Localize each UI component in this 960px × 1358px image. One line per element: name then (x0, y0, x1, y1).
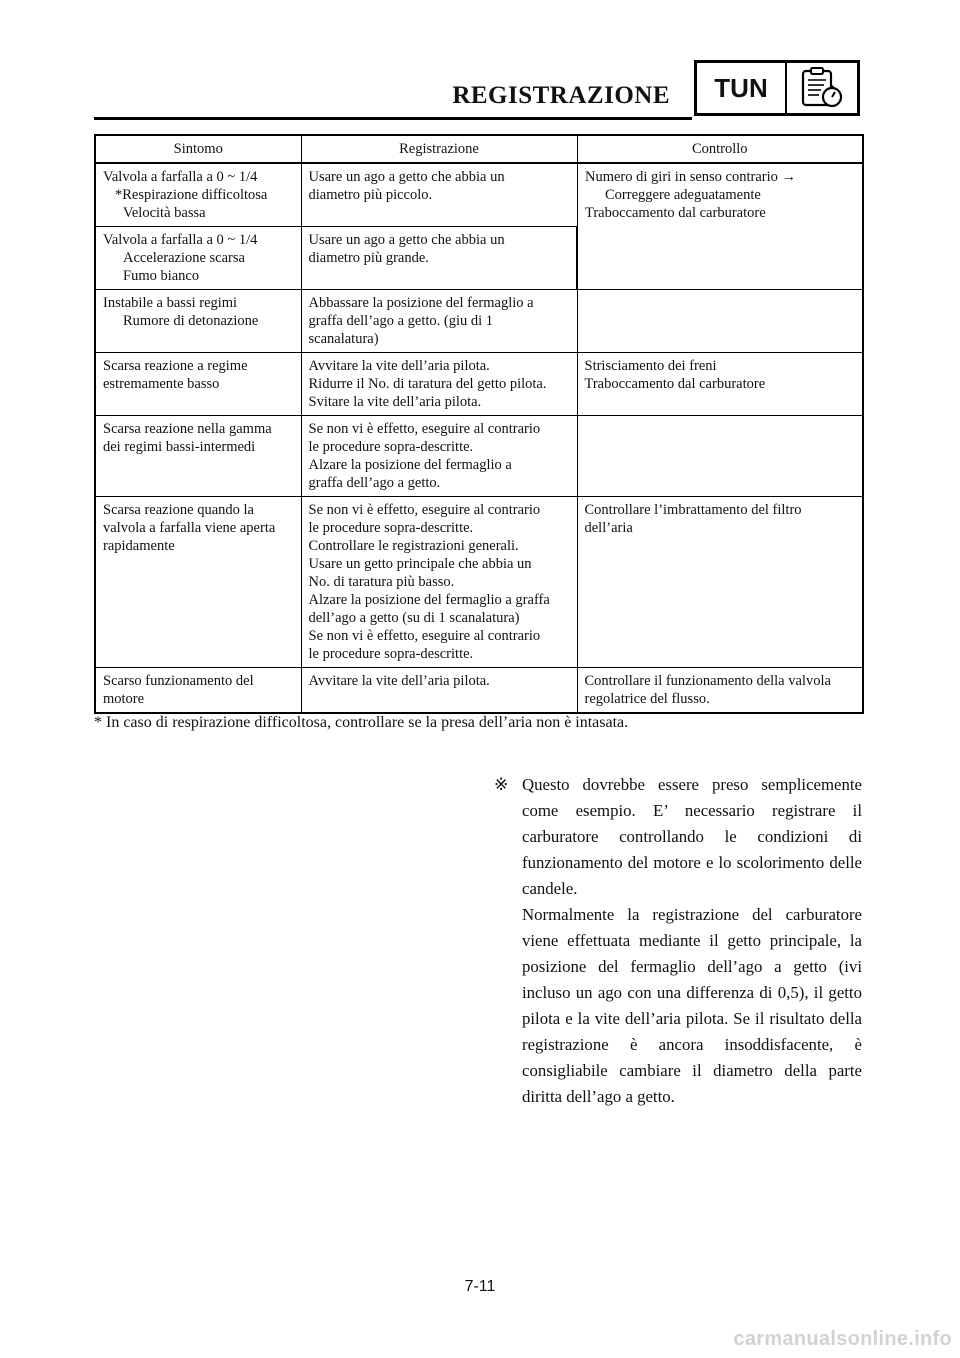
registrazione-cell (301, 668, 577, 714)
registrazione-cell (301, 353, 577, 416)
reference-mark: ※ (494, 775, 509, 795)
cell-line: Rumore di detonazione (123, 313, 259, 329)
cell-line: rapidamente (103, 538, 175, 554)
cell-line: valvola a farfalla viene aperta (103, 520, 276, 536)
registrazione-cell (301, 163, 577, 227)
sintomo-cell (95, 227, 301, 290)
cell-line: Avvitare la vite dell’aria pilota. (308, 673, 490, 689)
cell-line: Scarsa reazione quando la (103, 502, 254, 518)
cell-line: Fumo bianco (123, 268, 200, 284)
cell-line: Se non vi è effetto, eseguire al contrario (308, 628, 541, 644)
cell-line: Usare un getto principale che abbia un (308, 556, 532, 572)
section-code: TUN (697, 63, 787, 113)
controllo-cell (577, 497, 863, 668)
cell-line: Alzare la posizione del fermaglio a (308, 457, 512, 473)
cell-line: motore (103, 691, 145, 707)
page-title: REGISTRAZIONE (452, 82, 670, 109)
table-row (95, 497, 863, 668)
column-header: Controllo (577, 135, 863, 163)
cell-line: graffa dell’ago a getto. (308, 475, 441, 491)
cell-line: Controllare l’imbrattamento del filtro (584, 502, 802, 518)
cell-line: Scarso funzionamento del (103, 673, 254, 689)
cell-line: Se non vi è effetto, eseguire al contrario (308, 502, 541, 518)
tuning-clipboard-stopwatch-icon (787, 63, 857, 113)
cell-line: Usare un ago a getto che abbia un (308, 232, 505, 248)
cell-line: No. di taratura più basso. (308, 574, 455, 590)
cell-line: regolatrice del flusso. (584, 691, 710, 707)
sintomo-cell (95, 353, 301, 416)
note-paragraph: Questo dovrebbe essere preso semplicemente come esempio. E’ necessario registrare il carburatore controllando le condizioni di funzionamento del motore e lo scolorimento delle candele. (522, 775, 862, 898)
watermark: carmanualsonline.info (733, 1328, 952, 1350)
table-row (95, 290, 863, 353)
header-rule (94, 117, 692, 120)
cell-line: Se non vi è effetto, eseguire al contrario (308, 421, 541, 437)
table-header-row (95, 135, 863, 163)
controllo-cell (577, 290, 863, 353)
cell-line: diametro più grande. (308, 250, 429, 266)
cell-line: dei regimi bassi-intermedi (103, 439, 256, 455)
sintomo-cell (95, 416, 301, 497)
cell-line: Controllare le registrazioni generali. (308, 538, 519, 554)
cell-line: graffa dell’ago a getto. (giu di 1 (308, 313, 494, 329)
cell-line: Instabile a bassi regimi (103, 295, 238, 311)
column-header: Sintomo (95, 135, 301, 163)
registrazione-cell (301, 416, 577, 497)
cell-line: Abbassare la posizione del fermaglio a (308, 295, 534, 311)
cell-line: Avvitare la vite dell’aria pilota. (308, 358, 490, 374)
sintomo-cell (95, 290, 301, 353)
table-row (95, 416, 863, 497)
cell-line: Numero di giri in senso contrario → (585, 169, 797, 185)
controllo-cell (577, 416, 863, 497)
cell-line: Velocità bassa (123, 205, 206, 221)
footnote: * In caso di respirazione difficoltosa, controllare se la presa dell’aria non è intasata. (94, 714, 629, 731)
cell-line: Accelerazione scarsa (123, 250, 245, 266)
section-tab (694, 60, 860, 116)
cell-line: Controllare il funzionamento della valvola (584, 673, 831, 689)
cell-line: Valvola a farfalla a 0 ~ 1/4 (103, 232, 258, 248)
cell-line: le procedure sopra-descritte. (308, 439, 474, 455)
cell-line: le procedure sopra-descritte. (308, 520, 474, 536)
cell-line: Usare un ago a getto che abbia un (308, 169, 505, 185)
table-row (95, 163, 863, 227)
table-row (95, 353, 863, 416)
registrazione-cell (301, 290, 577, 353)
cell-line: dell’ago a getto (su di 1 scanalatura) (308, 610, 520, 626)
tuning-table (94, 134, 864, 714)
cell-line: diametro più piccolo. (308, 187, 433, 203)
registrazione-cell (301, 497, 577, 668)
registrazione-cell (301, 227, 577, 290)
controllo-cell (577, 163, 863, 290)
cell-line: estremamente basso (103, 376, 220, 392)
cell-line: Scarsa reazione nella gamma (103, 421, 272, 437)
cell-line: *Respirazione difficoltosa (115, 187, 268, 203)
cell-line: Traboccamento dal carburatore (585, 205, 766, 221)
sintomo-cell (95, 163, 301, 227)
cell-line: Strisciamento dei freni (584, 358, 717, 374)
page-number: 7-11 (464, 1278, 496, 1295)
cell-line: le procedure sopra-descritte. (308, 646, 474, 662)
cell-line: Correggere adeguatamente (605, 187, 761, 203)
cell-line: Alzare la posizione del fermaglio a graffa (308, 592, 550, 608)
cell-line: Traboccamento dal carburatore (584, 376, 766, 392)
controllo-cell (577, 353, 863, 416)
note-block (494, 772, 862, 1110)
cell-line: Svitare la vite dell’aria pilota. (308, 394, 482, 410)
sintomo-cell (95, 497, 301, 668)
table-row (95, 668, 863, 714)
cell-line: Ridurre il No. di taratura del getto pilota. (308, 376, 547, 392)
cell-line: scanalatura) (308, 331, 379, 347)
cell-line: Valvola a farfalla a 0 ~ 1/4 (103, 169, 258, 185)
sintomo-cell (95, 668, 301, 714)
cell-line: Scarsa reazione a regime (103, 358, 248, 374)
controllo-cell (577, 668, 863, 714)
cell-line: dell’aria (584, 520, 633, 536)
column-header: Registrazione (301, 135, 577, 163)
note-paragraph: Normalmente la registrazione del carburatore viene effettuata mediante il getto principale, la posizione del fermaglio dell’ago a getto (ivi incluso un ago con una differenza di 0,5), il getto pilota e la vite dell’aria pilota. Se il risultato della registrazione è ancora insoddisfacente, è consigliabile cambiare il diametro della parte diritta dell’ago a getto. (522, 905, 862, 1106)
